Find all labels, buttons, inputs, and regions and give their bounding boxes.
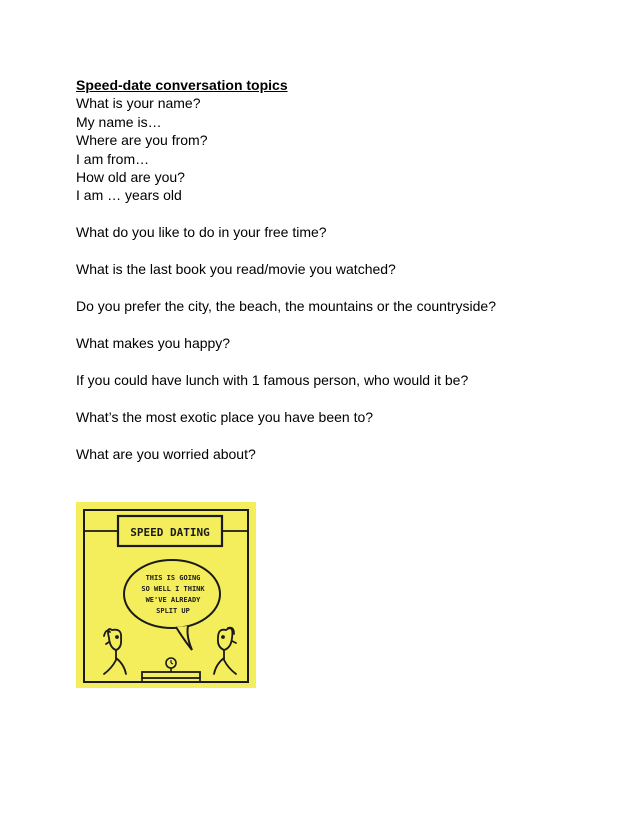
paragraph-gap	[76, 427, 576, 446]
comic-illustration	[76, 502, 256, 688]
speed-dating-comic	[76, 502, 256, 688]
bubble-line: SO WELL I THINK	[141, 585, 205, 593]
question-line: What do you like to do in your free time?	[76, 224, 327, 241]
paragraph-gap	[76, 205, 576, 224]
bubble-line: WE'VE ALREADY	[145, 596, 201, 604]
paragraph-gap	[76, 316, 576, 335]
bubble-line: THIS IS GOING	[145, 574, 201, 582]
question-line: What’s the most exotic place you have been to?	[76, 409, 374, 426]
paragraph-gap	[76, 242, 576, 261]
intro-line: What is your name?	[76, 95, 201, 112]
bubble-line: SPLIT UP	[156, 607, 190, 615]
paragraph-gap	[76, 353, 576, 372]
intro-line: I am … years old	[76, 187, 182, 204]
intro-line: How old are you?	[76, 169, 185, 186]
question-line: What is the last book you read/movie you watched?	[76, 261, 396, 278]
sign-text: SPEED DATING	[130, 526, 210, 539]
document-title: Speed-date conversation topics	[76, 77, 288, 93]
intro-line: Where are you from?	[76, 132, 208, 149]
intro-line: My name is…	[76, 113, 162, 130]
question-line: What are you worried about?	[76, 446, 256, 463]
intro-line: I am from…	[76, 150, 150, 167]
paragraph-gap	[76, 390, 576, 409]
question-line: What makes you happy?	[76, 335, 231, 352]
question-line: If you could have lunch with 1 famous person, who would it be?	[76, 372, 469, 389]
question-line: Do you prefer the city, the beach, the mountains or the countryside?	[76, 298, 496, 315]
paragraph-gap	[76, 279, 576, 298]
document-body	[76, 76, 576, 464]
